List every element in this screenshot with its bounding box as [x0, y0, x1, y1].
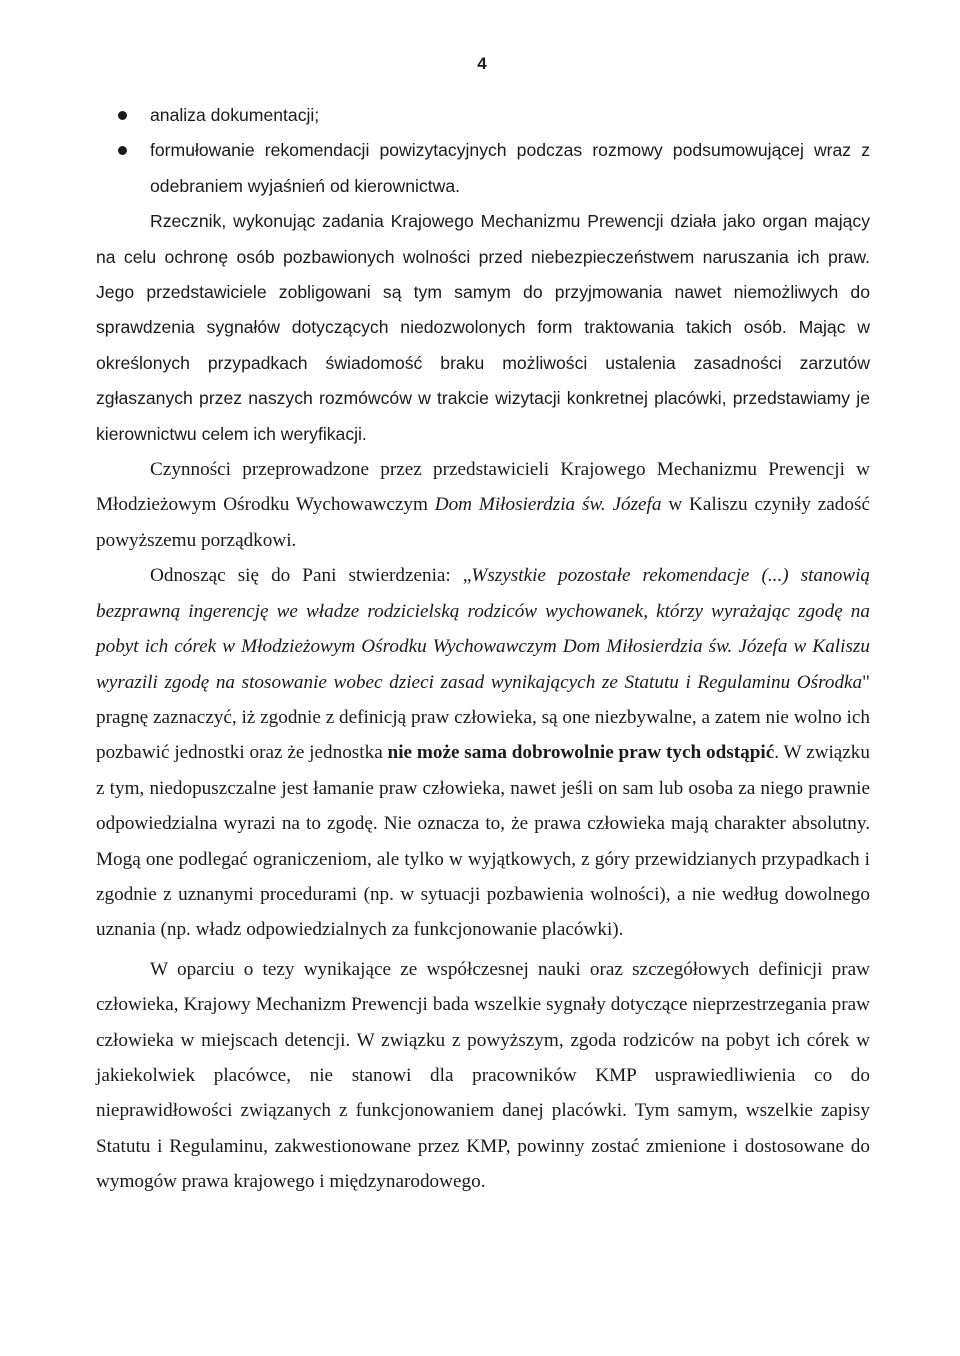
- paragraph-text: w Kaliszu czyniły zadość powyższemu porządkowi.: [96, 494, 870, 551]
- paragraph-text: . W związku z tym, niedopuszczalne jest łamanie praw człowieka, nawet jeśli on sam lub osoba za niego prawnie odpowiedzialna wyrazi na to zgodę. Nie oznacza to, że prawa człowieka mają charakter absolutny. Mogą one podlegać ograniczeniom, ale tylko w wyjątkowych, z góry przewidzianych przypadkach i zgodnie z uznanymi procedurami (np. w sytuacji pozbawienia wolności), a nie według dowolnego uznania (np. władz odpowiedzialnych za funkcjonowanie placówki).: [96, 742, 870, 941]
- page-number: 4: [477, 54, 487, 73]
- paragraph-text: " pragnę zaznaczyć, iż zgodnie z definicją praw człowieka, są one niezbywalne, a zatem nie wolno ich pozbawić jednostki oraz że jednostka: [96, 671, 870, 764]
- paragraph-text: Odnosząc się do Pani stwierdzenia: „: [150, 565, 472, 587]
- bullet-list: [96, 98, 870, 204]
- list-item: analiza dokumentacji;: [150, 98, 870, 133]
- paragraph-odnoszac: [96, 558, 870, 947]
- paragraph-rzecznik: Rzecznik, wykonując zadania Krajowego Mechanizmu Prewencji działa jako organ mający na celu ochronę osób pozbawionych wolności przed niebezpieczeństwem naruszania ich praw. Jego przedstawiciele zobligowani są tym samym do przyjmowania nawet niemożliwych do sprawdzenia sygnałów dotyczących niedozwolonych form traktowania takich osób. Mając w określonych przypadkach świadomość braku możliwości ustalenia zasadności zarzutów zgłaszanych przez naszych rozmówców w trakcie wizytacji konkretnej placówki, przedstawiamy je kierownictwu celem ich weryfikacji.: [96, 211, 870, 444]
- paragraph-text: Czynności przeprowadzone przez przedstawicieli Krajowego Mechanizmu Prewencji w Młodzieżowym Ośrodku Wychowawczym: [96, 459, 870, 516]
- quoted-statement: Wszystkie pozostałe rekomendacje (...) stanowią bezprawną ingerencję we władze rodzicielską rodziców wychowanek, którzy wyrażając zgodę na pobyt ich córek w Młodzieżowym Ośrodku Wychowawczym Dom Miłosierdzia św. Józefa w Kaliszu wyrazili zgodę na stosowanie wobec dzieci zasad wynikających ze Statutu i Regulaminu Ośrodka: [96, 565, 871, 693]
- paragraph-czynnosci: [96, 452, 870, 558]
- paragraph-w-oparciu: W oparciu o tezy wynikające ze współczesnej nauki oraz szczegółowych definicji praw człowieka, Krajowy Mechanizm Prewencji bada wszelkie sygnały dotyczące nieprzestrzegania praw człowieka w miejscach detencji. W związku z powyższym, zgoda rodziców na pobyt ich córek w jakiekolwiek placówce, nie stanowi dla pracowników KMP usprawiedliwienia co do nieprawidłowości związanych z funkcjonowaniem danej placówki. Tym samym, wszelkie zapisy Statutu i Regulaminu, zakwestionowane przez KMP, powinny zostać zmienione i dostosowane do wymogów prawa krajowego i międzynarodowego.: [96, 958, 870, 1193]
- document-body: [96, 98, 870, 1200]
- list-item: formułowanie rekomendacji powizytacyjnych podczas rozmowy podsumowującej wraz z odebraniem wyjaśnień od kierownictwa.: [150, 133, 870, 204]
- institution-name: Dom Miłosierdzia św. Józefa: [434, 494, 662, 516]
- emphasis-text: nie może sama dobrowolnie praw tych odstąpić: [387, 742, 775, 764]
